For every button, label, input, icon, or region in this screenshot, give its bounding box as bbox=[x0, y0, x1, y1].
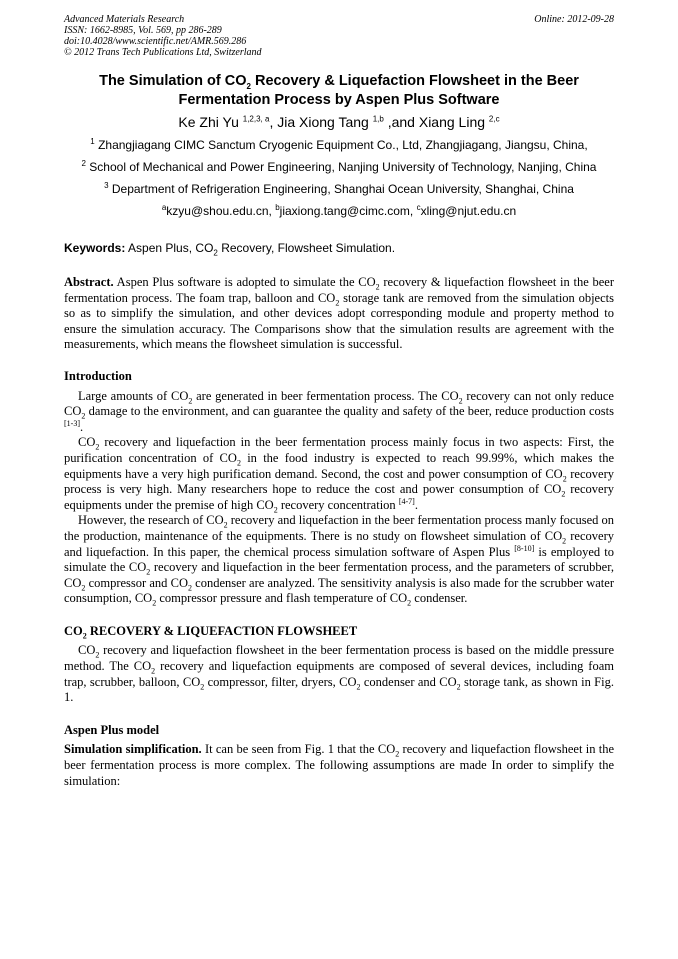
paragraph: However, the research of $CO_2$ recovery and liquefaction in the beer fermentation process manly focused on the production, maintenance of the equipments. There is no study on flowsheet simulation of $CO_2$ recovery and liquefaction. In this paper, the chemical process simulation software of Aspen Plus [8-10] is employed to simulate the $CO_2$ recovery and liquefaction in the beer fermentation process, and the parameters of scrubber, $CO_2$ compressor and $CO_2$ condenser are analyzed. The sensitivity analysis is also made for the scrubber water consumption, $CO_2$ compressor pressure and flash temperature of $CO_2$ condenser. bbox=[64, 513, 614, 608]
email-link[interactable]: jiaxiong.tang@cimc.com, bbox=[279, 204, 417, 218]
affiliation-1: $^1$ Zhangjiagang CIMC Sanctum Cryogenic Equipment Co., Ltd, Zhangjiagang, Jiangsu, China, bbox=[90, 137, 588, 152]
email-link[interactable]: kzyu@shou.edu.cn, bbox=[166, 204, 276, 218]
author-emails: $^a$kzyu@shou.edu.cn, $^b$jiaxiong.tang@cimc.com, $^c$xling@njut.edu.cn bbox=[161, 203, 517, 218]
subsection-label: Simulation simplification. bbox=[64, 742, 202, 757]
journal-name: Advanced Materials Research bbox=[64, 14, 185, 25]
keywords: Keywords: Aspen Plus, $CO_2$ Recovery, Flowsheet Simulation. bbox=[64, 241, 396, 258]
citation[interactable]: [4-7] bbox=[398, 496, 415, 506]
paper-page bbox=[64, 14, 614, 789]
abstract-label: Abstract. bbox=[64, 275, 114, 289]
abstract: Abstract. Aspen Plus software is adopted to simulate the $CO_2$ recovery & liquefaction flowsheet in the beer fermentation process. The foam trap, balloon and $CO_2$ storage tank are removed from the simulation objects so as to simplify the simulation, and other devices adopt corresponding module and property method to ensure the simulation accuracy. The Comparisons show that the simulation results are agreement with the measurements, which means the flowsheet simulation is successful. bbox=[64, 275, 614, 352]
journal-header bbox=[64, 14, 614, 58]
section-heading-introduction: Introduction bbox=[64, 368, 132, 383]
paper-title: The Simulation of $CO_2$ Recovery & Liquefaction Flowsheet in the Beer Fermentation Process by Aspen Plus Software bbox=[99, 73, 579, 108]
author-name: Ke Zhi Yu bbox=[178, 114, 243, 130]
citation[interactable]: [8-10] bbox=[514, 543, 535, 553]
section-heading-aspen-plus-model: Aspen Plus model bbox=[64, 722, 160, 737]
author-name: ,and Xiang Ling bbox=[383, 114, 489, 130]
paragraph: $CO_2$ recovery and liquefaction flowsheet in the beer fermentation process is based on the middle pressure method. The $CO_2$ recovery and liquefaction equipments are composed of several devices, including foam trap, scrubber, balloon, $CO_2$ compressor, filter, dryers, $CO_2$ condenser and $CO_2$ storage tank, as shown in Fig. 1. bbox=[64, 643, 614, 705]
doi: doi:10.4028/www.scientific.net/AMR.569.286 bbox=[64, 36, 247, 47]
email-link[interactable]: xling@njut.edu.cn bbox=[420, 204, 517, 218]
issn: ISSN: 1662-8985, Vol. 569, pp 286-289 bbox=[64, 25, 222, 36]
affiliation-3: $^3$ Department of Refrigeration Engineering, Shanghai Ocean University, Shanghai, China bbox=[104, 181, 574, 196]
section-heading-flowsheet: $CO_2$ RECOVERY & LIQUEFACTION FLOWSHEET bbox=[64, 623, 358, 641]
author-list: Ke Zhi Yu $^{1,2,3, a}$, Jia Xiong Tang $^{1,b}$ ,and Xiang Ling $^{2,c}$ bbox=[178, 114, 500, 130]
paragraph: $CO_2$ recovery and liquefaction in the beer fermentation process mainly focus in two aspects: First, the purification concentration of $CO_2$ in the food industry is expected to reach 99.99%, which makes the equipments have a very high purification demand. Second, the cost and power consumption of $CO_2$ recovery process is very high. Many researchers hope to reduce the cost and power consumption of $CO_2$ recovery equipments under the premise of high $CO_2$ recovery concentration [4-7]. bbox=[64, 435, 615, 515]
copyright: © 2012 Trans Tech Publications Ltd, Switzerland bbox=[64, 47, 262, 58]
online-date: Online: 2012-09-28 bbox=[534, 14, 614, 25]
paragraph: Large amounts of $CO_2$ are generated in beer fermentation process. The $CO_2$ recovery can not only reduce $CO_2$ damage to the environment, and can guarantee the quality and safety of the beer, reduce production costs [1-3]. bbox=[64, 388, 614, 434]
paragraph: Simulation simplification. It can be seen from Fig. 1 that the $CO_2$ recovery and liquefaction flowsheet in the beer fermentation process is more complex. The following assumptions are made In order to simplify the simulation: bbox=[64, 742, 615, 788]
affiliation-2: $^2$ School of Mechanical and Power Engineering, Nanjing University of Technology, Nanjing, China bbox=[81, 159, 597, 174]
author-name: , Jia Xiong Tang bbox=[269, 114, 373, 130]
keywords-label: Keywords: bbox=[64, 241, 126, 255]
citation[interactable]: [1-3] bbox=[64, 418, 80, 428]
